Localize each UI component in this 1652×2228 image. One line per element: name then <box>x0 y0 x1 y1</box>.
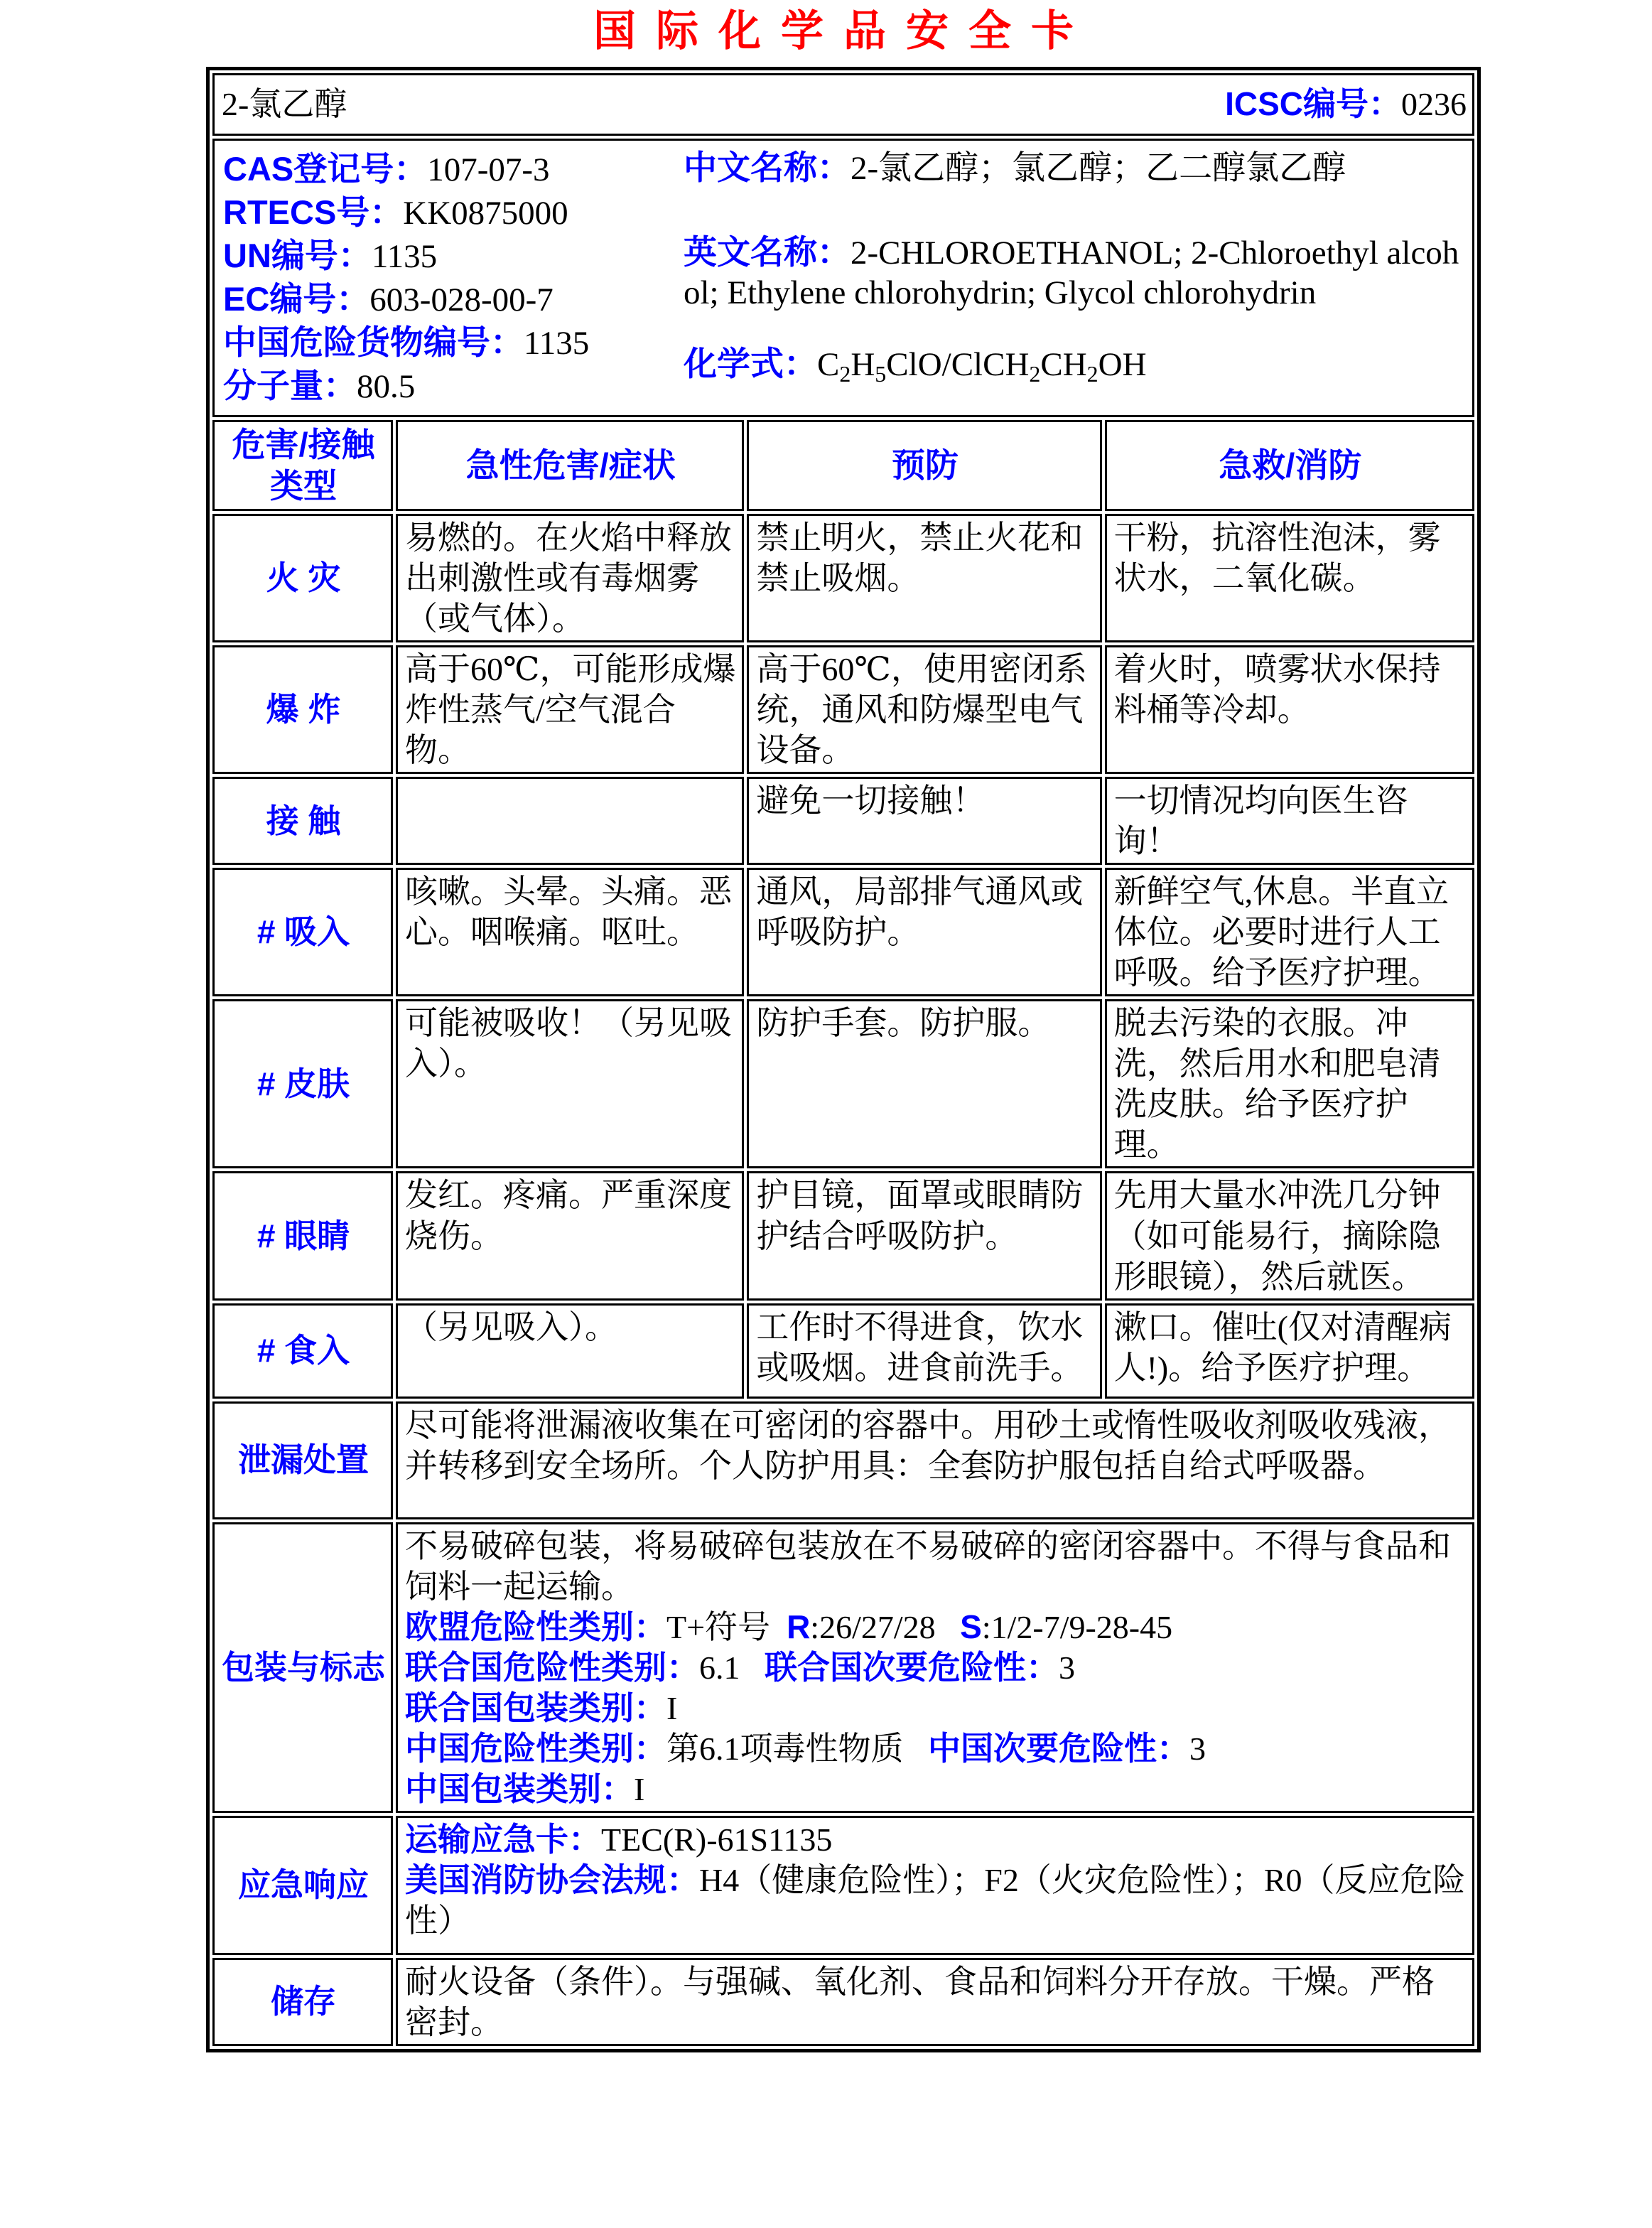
emergency-label-cell: 应急响应 <box>212 1816 393 1955</box>
fire-firstaid-cell: 干粉，抗溶性泡沫，雾状水，二氧化碳。 <box>1105 514 1474 642</box>
explosion-firstaid-cell: 着火时，喷雾状水保持料桶等冷却。 <box>1105 645 1474 774</box>
ingestion-label-cell: # 食入 <box>212 1303 393 1399</box>
contact-symptoms-cell <box>396 777 744 865</box>
skin-prevention-cell: 防护手套。防护服。 <box>747 999 1101 1168</box>
spill-text-cell: 尽可能将泄漏液收集在可密闭的容器中。用砂土或惰性吸收剂吸收残液，并转移到安全场所。个人防护用具：全套防护服包括自给式呼吸器。 <box>396 1401 1474 1519</box>
spill-disposal-row <box>212 1401 1474 1519</box>
explosion-symptoms-cell: 高于60℃，可能形成爆炸性蒸气/空气混合物。 <box>396 645 744 774</box>
contact-prevention-cell: 避免一切接触！ <box>747 777 1101 865</box>
header-firstaid: 急救/消防 <box>1105 420 1474 511</box>
packaging-labelling-row <box>212 1522 1474 1813</box>
storage-row <box>212 1958 1474 2046</box>
chemical-names <box>684 148 1464 408</box>
english-name-line: 英文名称：2-CHLOROETHANOL; 2-Chloroethyl alcohol; Ethylene chlorohydrin; Glycol chlorohydrin <box>684 233 1459 311</box>
ingestion-firstaid-cell: 漱口。催吐(仅对清醒病人!)。给予医疗护理。 <box>1105 1303 1474 1399</box>
cn-packing-group-line: 中国包装类别：I <box>405 1770 645 1807</box>
hazard-row-contact <box>212 777 1474 865</box>
transport-emergency-card-line: 运输应急卡：TEC(R)-61S1135 <box>405 1820 833 1858</box>
emergency-response-row <box>212 1816 1474 1955</box>
inhalation-symptoms-cell: 咳嗽。头晕。头痛。恶心。咽喉痛。呕吐。 <box>396 868 744 996</box>
icsc-table <box>206 67 1481 2052</box>
hazard-row-skin <box>212 999 1474 1168</box>
icsc-number-value: 0236 <box>1401 86 1467 123</box>
icsc-document <box>206 6 1481 2052</box>
hazard-row-ingestion <box>212 1303 1474 1399</box>
name-header-cell <box>212 73 1474 136</box>
identifiers-row <box>212 139 1474 417</box>
chemical-formula-line: 化学式：$C_2H_5ClO/ClCH_2CH_2OH$ <box>684 345 1147 387</box>
nfpa-code-line: 美国消防协会法规：H4（健康危险性）；F2（火灾危险性）；R0（反应危险性） <box>405 1861 1466 1939</box>
storage-text-cell: 耐火设备（条件）。与强碱、氧化剂、食品和饲料分开存放。干燥。严格密封。 <box>396 1958 1474 2046</box>
hazard-row-inhalation <box>212 868 1474 996</box>
un-number-line: UN编号：1135 <box>223 237 438 275</box>
eyes-label-cell: # 眼睛 <box>212 1171 393 1300</box>
un-packing-group-line: 联合国包装类别：I <box>405 1689 678 1726</box>
molecular-weight-line: 分子量：80.5 <box>223 367 416 405</box>
page-title: 国际化学品安全卡 <box>593 8 1094 55</box>
packaging-line: 不易破碎包装，将易破碎包装放在不易破碎的密闭容器中。不得与食品和饲料一起运输。 <box>405 1527 1452 1605</box>
un-hazard-class-line: 联合国危险性类别：6.1 联合国次要危险性：3 <box>405 1648 1076 1686</box>
eu-hazard-class-line: 欧盟危险性类别：T+符号 R:26/27/28 S:1/2-7/9-28-45 <box>405 1608 1173 1645</box>
inhalation-prevention-cell: 通风，局部排气通风或呼吸防护。 <box>747 868 1101 996</box>
packaging-label-cell: 包装与标志 <box>212 1522 393 1813</box>
eyes-firstaid-cell: 先用大量水冲洗几分钟（如可能易行，摘除隐形眼镜），然后就医。 <box>1105 1171 1474 1300</box>
icsc-number-group <box>1225 84 1467 124</box>
hazard-row-explosion <box>212 645 1474 774</box>
ingestion-prevention-cell: 工作时不得进食，饮水或吸烟。进食前洗手。 <box>747 1303 1101 1399</box>
header-prevention: 预防 <box>747 420 1101 511</box>
contact-firstaid-cell: 一切情况均向医生咨询！ <box>1105 777 1474 865</box>
eyes-symptoms-cell: 发红。疼痛。严重深度烧伤。 <box>396 1171 744 1300</box>
chemical-formula: $C_2H_5ClO/ClCH_2CH_2OH$ <box>817 346 1147 387</box>
hazard-row-fire <box>212 514 1474 642</box>
fire-symptoms-cell: 易燃的。在火焰中释放出刺激性或有毒烟雾（或气体）。 <box>396 514 744 642</box>
storage-label-cell: 储存 <box>212 1958 393 2046</box>
column-header-row <box>212 420 1474 511</box>
chinese-name-line: 中文名称：2-氯乙醇；氯乙醇；乙二醇氯乙醇 <box>684 149 1346 187</box>
ec-number-line: EC编号：603-028-00-7 <box>223 280 554 318</box>
icsc-number-label: ICSC编号： <box>1225 85 1401 123</box>
rtecs-number-line: RTECS号：KK0875000 <box>223 193 568 232</box>
skin-firstaid-cell: 脱去污染的衣服。冲洗，然后用水和肥皂清洗皮肤。给予医疗护理。 <box>1105 999 1474 1168</box>
chemical-name: 2-氯乙醇 <box>222 86 347 123</box>
cn-dangerous-goods-number-line: 中国危险货物编号：1135 <box>223 323 590 362</box>
ingestion-symptoms-cell: （另见吸入）。 <box>396 1303 744 1399</box>
inhalation-label-cell: # 吸入 <box>212 868 393 996</box>
fire-label-cell: 火 灾 <box>212 514 393 642</box>
registry-numbers <box>223 148 684 408</box>
packaging-text-cell <box>396 1522 1474 1813</box>
skin-label-cell: # 皮肤 <box>212 999 393 1168</box>
name-header-row <box>212 73 1474 136</box>
eyes-prevention-cell: 护目镜，面罩或眼睛防护结合呼吸防护。 <box>747 1171 1101 1300</box>
header-symptoms: 急性危害/症状 <box>396 420 744 511</box>
explosion-label-cell: 爆 炸 <box>212 645 393 774</box>
header-hazard-type: 危害/接触 类型 <box>212 420 393 511</box>
spill-label-cell: 泄漏处置 <box>212 1401 393 1519</box>
inhalation-firstaid-cell: 新鲜空气,休息。半直立体位。必要时进行人工呼吸。给予医疗护理。 <box>1105 868 1474 996</box>
cas-number-line: CAS登记号：107-07-3 <box>223 150 550 188</box>
skin-symptoms-cell: 可能被吸收！（另见吸入）。 <box>396 999 744 1168</box>
cn-hazard-class-line: 中国危险性类别：第6.1项毒性物质 中国次要危险性：3 <box>405 1729 1206 1767</box>
emergency-text-cell <box>396 1816 1474 1955</box>
identifiers-cell <box>212 139 1474 417</box>
explosion-prevention-cell: 高于60℃，使用密闭系统，通风和防爆型电气设备。 <box>747 645 1101 774</box>
hazard-row-eyes <box>212 1171 1474 1300</box>
fire-prevention-cell: 禁止明火，禁止火花和禁止吸烟。 <box>747 514 1101 642</box>
contact-label-cell: 接 触 <box>212 777 393 865</box>
